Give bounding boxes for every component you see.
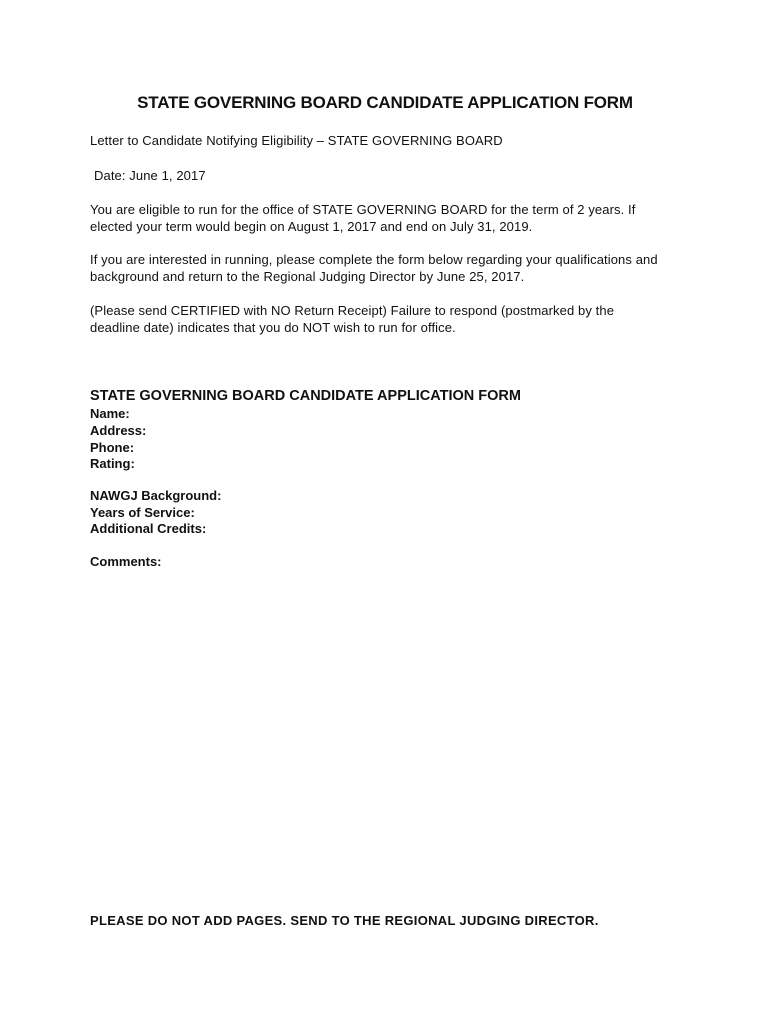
certified-paragraph: (Please send CERTIFIED with NO Return Receipt) Failure to respond (postmarked by the deadline date) indicates that you do NOT wish to run for office. [90, 303, 615, 335]
interest-paragraph: If you are interested in running, please complete the form below regarding your qualifications and background and return to the Regional Judging Director by June 25, 2017. [90, 252, 658, 284]
rating-field-label: Rating: [90, 456, 135, 471]
comments-field-label: Comments: [90, 554, 162, 569]
footer-notice: PLEASE DO NOT ADD PAGES. SEND TO THE REGIONAL JUDGING DIRECTOR. [90, 913, 599, 928]
address-field-label: Address: [90, 423, 147, 438]
background-field-label: NAWGJ Background: [90, 488, 222, 503]
letter-heading: Letter to Candidate Notifying Eligibility – STATE GOVERNING BOARD [90, 133, 503, 148]
additional-credits-field-label: Additional Credits: [90, 521, 207, 536]
date-line: Date: June 1, 2017 [94, 168, 206, 183]
page-title: STATE GOVERNING BOARD CANDIDATE APPLICATION FORM [137, 93, 633, 112]
name-field-label: Name: [90, 406, 130, 421]
form-title: STATE GOVERNING BOARD CANDIDATE APPLICATION FORM [90, 388, 521, 404]
phone-field-label: Phone: [90, 440, 135, 455]
years-of-service-field-label: Years of Service: [90, 505, 195, 520]
eligibility-paragraph: You are eligible to run for the office of STATE GOVERNING BOARD for the term of 2 years. If elected your term would begin on August 1, 2017 and end on July 31, 2019. [90, 202, 636, 234]
